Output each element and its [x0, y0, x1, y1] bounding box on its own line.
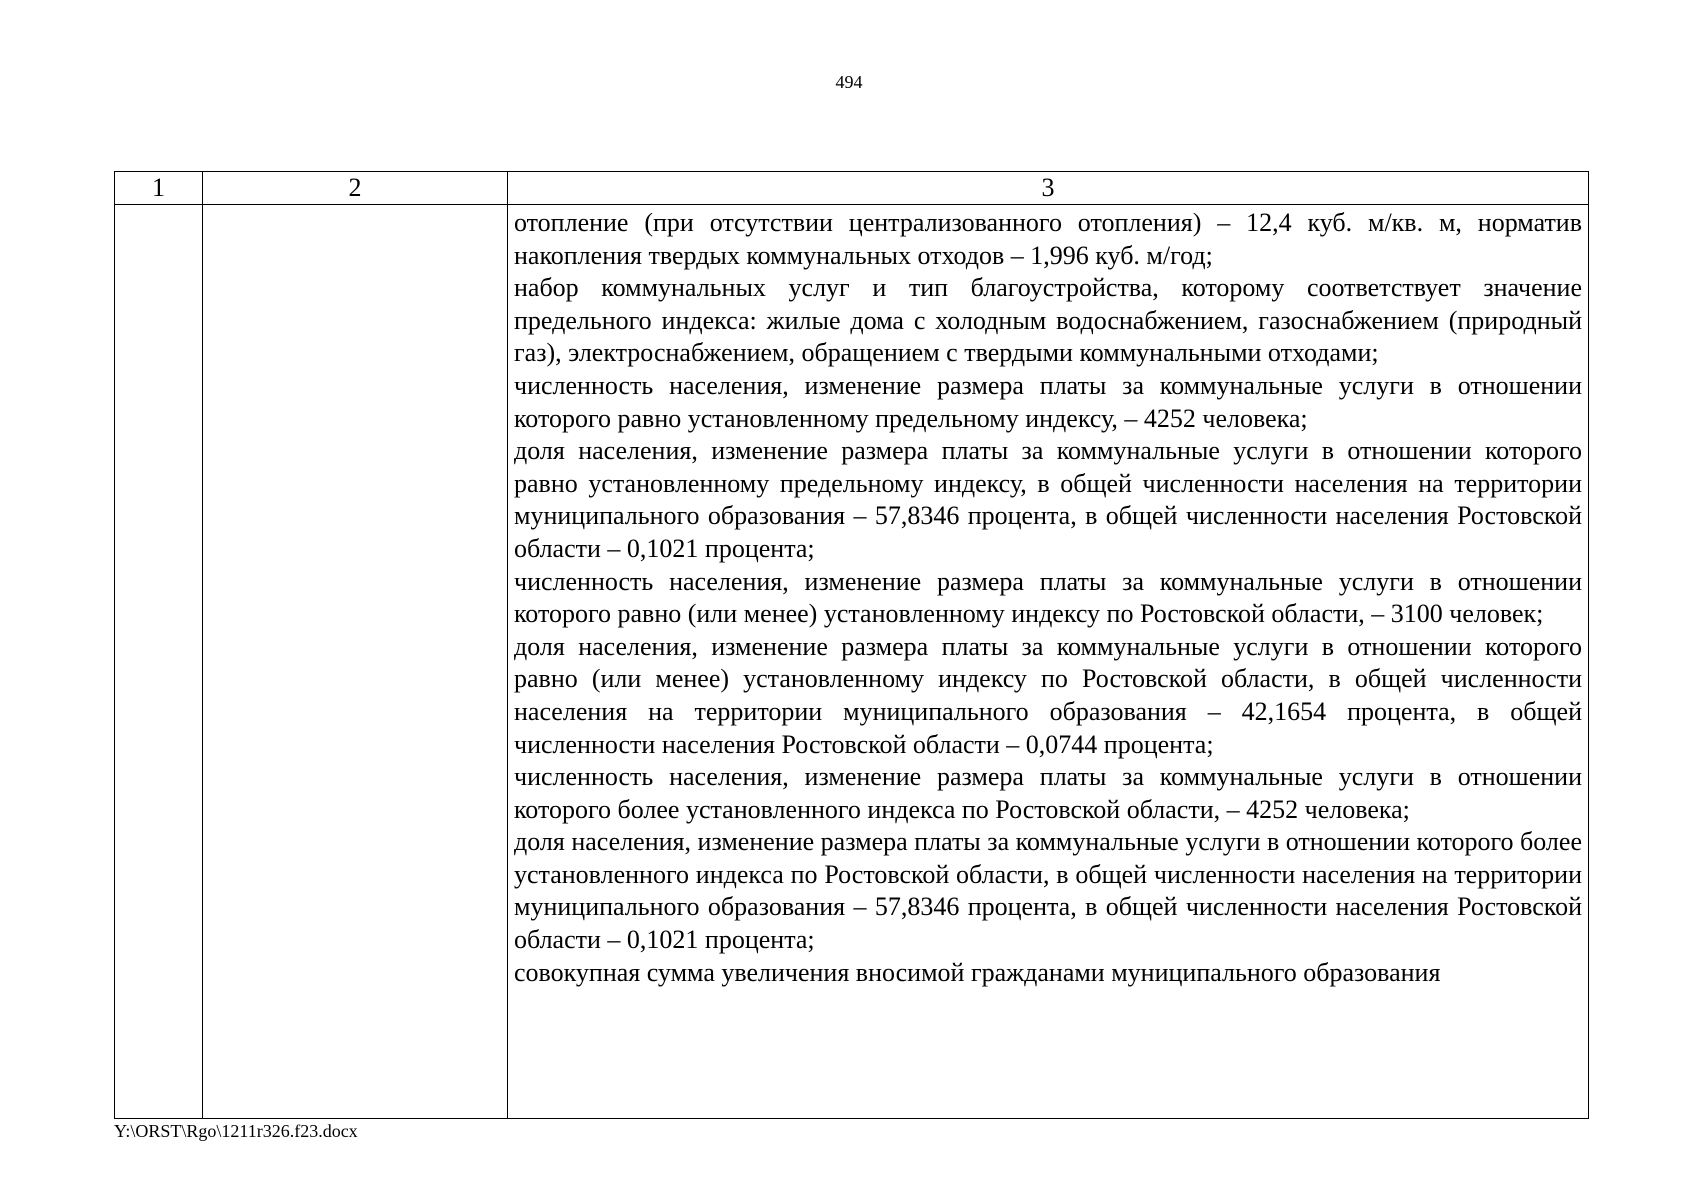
page-number: 494 [835, 72, 863, 92]
table-cell-col3 [508, 205, 1589, 1119]
table-cell-col1 [115, 205, 203, 1119]
paragraph: набор коммунальных услуг и тип благоустройства, которому соответствует значение предельного индекса: жилые дома с холодным водоснабжением, газоснабжением (природный газ), электроснабжением, обращением с твердыми коммунальными отходами; [514, 273, 1582, 368]
paragraph: доля населения, изменение размера платы за коммунальные услуги в отношении которого равно (или менее) установленному индексу по Ростовской области, в общей численности населения на территории муниципального образования – 42,1654 процента, в общей численности населения Ростовской области – 0,0744 процента; [514, 631, 1582, 759]
column-header-2: 2 [203, 172, 508, 205]
footer-file-path: Y:\ORST\Rgo\1211r326.f23.docx [114, 1121, 358, 1141]
document-table [114, 171, 1589, 1119]
paragraph: отопление (при отсутствии централизованного отопления) – 12,4 куб. м/кв. м, норматив накопления твердых коммунальных отходов – 1,996 куб. м/год; [514, 208, 1582, 270]
paragraph: численность населения, изменение размера платы за коммунальные услуги в отношении которого равно установленному предельному индексу, – 4252 человека; [514, 370, 1582, 433]
paragraph: численность населения, изменение размера платы за коммунальные услуги в отношении которого более установленного индекса по Ростовской области, – 4252 человека; [514, 762, 1582, 824]
table-row [115, 205, 1589, 1119]
table-header-row [115, 172, 1589, 205]
paragraph: доля населения, изменение размера платы за коммунальные услуги в отношении которого равно установленному предельному индексу, в общей численности населения на территории муниципального образования – 57,8346 процента, в общей численности населения Ростовской области – 0,1021 процента; [514, 436, 1582, 563]
column-header-3: 3 [508, 172, 1589, 205]
column-header-1: 1 [115, 172, 203, 205]
table-cell-col2 [203, 205, 508, 1119]
paragraph: доля населения, изменение размера платы за коммунальные услуги в отношении которого более установленного индекса по Ростовской области, в общей численности населения на территории муниципального образования – 57,8346 процента, в общей численности населения Ростовской области – 0,1021 процента; [514, 827, 1582, 955]
paragraph: совокупная сумма увеличения вносимой гражданами муниципального образования [514, 957, 1441, 987]
paragraph: численность населения, изменение размера платы за коммунальные услуги в отношении которого равно (или менее) установленному индексу по Ростовской области, – 3100 человек; [514, 566, 1582, 629]
